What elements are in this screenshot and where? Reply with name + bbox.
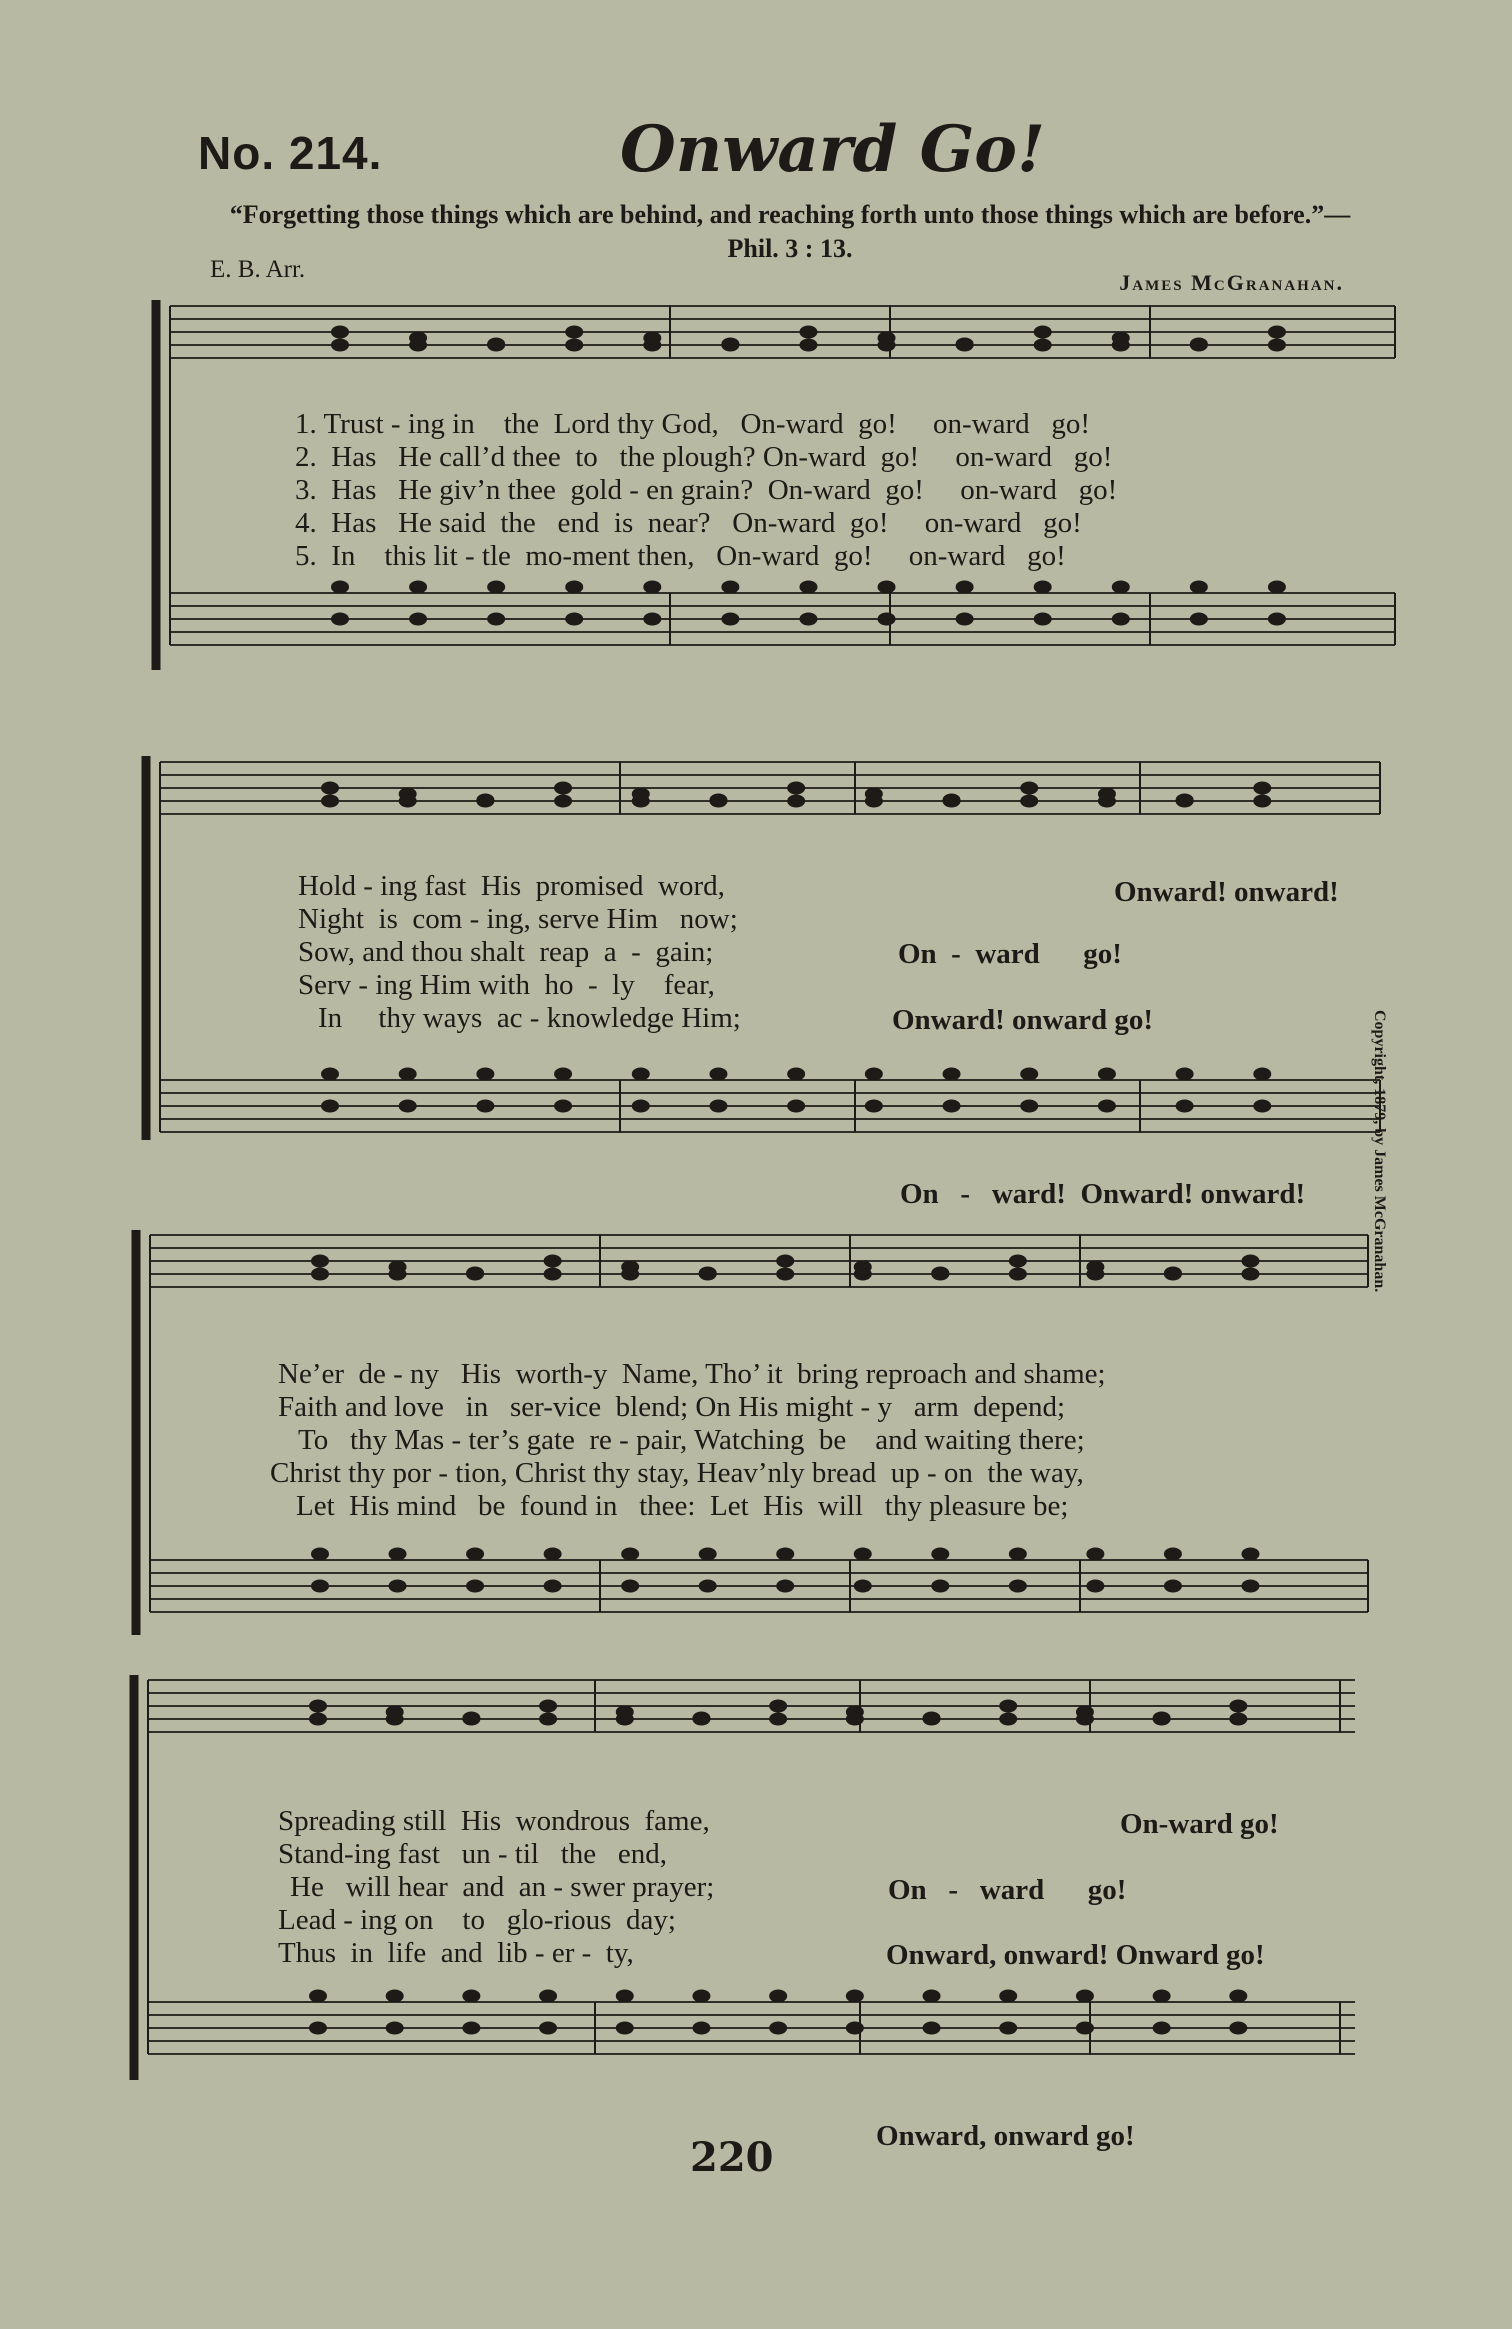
note-head [311, 1580, 329, 1593]
note-head [643, 613, 661, 626]
note-head [565, 339, 583, 352]
refrain-low: Onward, onward! Onward go! [886, 1939, 1265, 1971]
note-head [787, 1100, 805, 1113]
note-head [1268, 613, 1286, 626]
note-head [409, 613, 427, 626]
note-head [565, 581, 583, 594]
note-head [709, 1068, 727, 1081]
note-head [1020, 1100, 1038, 1113]
note-head [487, 581, 505, 594]
note-head [389, 1548, 407, 1561]
note-head [311, 1268, 329, 1281]
note-head [487, 613, 505, 626]
note-head [466, 1268, 484, 1281]
verse-line-3: He will hear and an - swer prayer; [290, 1871, 715, 1903]
note-head [1034, 326, 1052, 339]
note-head [466, 1548, 484, 1561]
note-head [692, 1990, 710, 2003]
note-head [321, 1068, 339, 1081]
note-head [769, 1700, 787, 1713]
note-head [643, 581, 661, 594]
note-head [621, 1548, 639, 1561]
note-head [931, 1580, 949, 1593]
note-head [692, 2022, 710, 2035]
note-head [699, 1268, 717, 1281]
note-head [331, 326, 349, 339]
note-head [476, 1068, 494, 1081]
note-head [632, 1068, 650, 1081]
note-head [544, 1580, 562, 1593]
note-head [878, 613, 896, 626]
note-head [309, 1700, 327, 1713]
note-head [539, 1990, 557, 2003]
refrain-top: On-ward go! [1120, 1808, 1279, 1840]
verse-line-3: 3. Has He giv’n thee gold - en grain? On-ward go! on-ward go! [295, 474, 1118, 506]
note-head [476, 1100, 494, 1113]
note-head [621, 1580, 639, 1593]
note-head [1229, 1990, 1247, 2003]
verse-line-2: Faith and love in ser-vice blend; On His might - y arm depend; [278, 1391, 1066, 1423]
note-head [386, 1713, 404, 1726]
note-head [1268, 339, 1286, 352]
note-head [1190, 581, 1208, 594]
note-head [692, 1713, 710, 1726]
note-head [386, 2022, 404, 2035]
note-head [539, 1713, 557, 1726]
note-head [709, 795, 727, 808]
note-head [769, 1713, 787, 1726]
epigraph: “Forgetting those things which are behind, and reaching forth unto those things which are before.”—Phil. 3 : 13. [229, 200, 1351, 263]
note-head [846, 1713, 864, 1726]
note-head [616, 1713, 634, 1726]
note-head [956, 339, 974, 352]
note-head [776, 1548, 794, 1561]
verse-line-4: Christ thy por - tion, Christ thy stay, Heav’nly bread up - on the way, [270, 1457, 1084, 1489]
note-head [721, 613, 739, 626]
note-head [1164, 1548, 1182, 1561]
note-head [1241, 1580, 1259, 1593]
note-head [1009, 1268, 1027, 1281]
note-head [1176, 1100, 1194, 1113]
note-head [1176, 1068, 1194, 1081]
note-head [931, 1548, 949, 1561]
note-head [1098, 795, 1116, 808]
note-head [321, 1100, 339, 1113]
note-head [1020, 1068, 1038, 1081]
note-head [956, 581, 974, 594]
note-head [699, 1548, 717, 1561]
note-head [539, 2022, 557, 2035]
note-head [787, 795, 805, 808]
note-head [309, 2022, 327, 2035]
note-head [799, 613, 817, 626]
note-head [769, 2022, 787, 2035]
note-head [554, 1100, 572, 1113]
refrain-top: Onward! onward! [1114, 876, 1339, 908]
note-head [943, 1068, 961, 1081]
note-head [787, 782, 805, 795]
note-head [776, 1255, 794, 1268]
hymn-number: No. 214. [198, 127, 383, 179]
note-head [923, 2022, 941, 2035]
note-head [1076, 2022, 1094, 2035]
note-head [854, 1548, 872, 1561]
note-head [1164, 1268, 1182, 1281]
note-head [389, 1580, 407, 1593]
note-head [854, 1580, 872, 1593]
note-head [632, 795, 650, 808]
note-head [1076, 1990, 1094, 2003]
note-head [1034, 581, 1052, 594]
note-head [1253, 795, 1271, 808]
note-head [776, 1268, 794, 1281]
note-head [865, 1068, 883, 1081]
note-head [311, 1255, 329, 1268]
note-head [999, 2022, 1017, 2035]
note-head [616, 1990, 634, 2003]
hymn-title: Onward Go! [620, 112, 1046, 187]
note-head [1241, 1548, 1259, 1561]
note-head [321, 782, 339, 795]
note-head [621, 1268, 639, 1281]
note-head [1020, 795, 1038, 808]
note-head [699, 1580, 717, 1593]
note-head [923, 1713, 941, 1726]
note-head [487, 339, 505, 352]
note-head [776, 1580, 794, 1593]
note-head [943, 795, 961, 808]
note-head [1190, 339, 1208, 352]
note-head [787, 1068, 805, 1081]
note-head [999, 1713, 1017, 1726]
note-head [1176, 795, 1194, 808]
note-head [331, 581, 349, 594]
note-head [389, 1268, 407, 1281]
note-head [1229, 2022, 1247, 2035]
note-head [1009, 1255, 1027, 1268]
note-head [1086, 1580, 1104, 1593]
note-head [544, 1255, 562, 1268]
note-head [1112, 613, 1130, 626]
note-head [462, 2022, 480, 2035]
note-head [999, 1700, 1017, 1713]
verse-line-1: Hold - ing fast His promised word, [298, 870, 725, 902]
composer: James McGranahan. [1119, 270, 1344, 295]
note-head [462, 1713, 480, 1726]
note-head [1241, 1255, 1259, 1268]
note-head [1164, 1580, 1182, 1593]
note-head [1153, 1713, 1171, 1726]
verse-line-1: 1. Trust - ing in the Lord thy God, On-ward go! on-ward go! [295, 408, 1091, 440]
note-head [865, 1100, 883, 1113]
note-head [999, 1990, 1017, 2003]
refrain-low: Onward! onward go! [892, 1004, 1154, 1036]
note-head [331, 613, 349, 626]
note-head [1253, 1100, 1271, 1113]
note-head [399, 795, 417, 808]
note-head [1086, 1268, 1104, 1281]
verse-line-3: To thy Mas - ter’s gate re - pair, Watching be and waiting there; [298, 1424, 1085, 1456]
page-number: 220 [690, 2134, 774, 2181]
note-head [865, 795, 883, 808]
verse-line-5: Let His mind be found in thee: Let His will thy pleasure be; [296, 1490, 1069, 1522]
note-head [1020, 782, 1038, 795]
note-head [399, 1100, 417, 1113]
note-head [1034, 613, 1052, 626]
note-head [386, 1990, 404, 2003]
note-head [1241, 1268, 1259, 1281]
note-head [878, 581, 896, 594]
refrain-mid: On - ward go! [898, 938, 1122, 970]
note-head [799, 339, 817, 352]
note-head [539, 1700, 557, 1713]
verse-line-2: Stand-ing fast un - til the end, [278, 1838, 668, 1870]
note-head [544, 1268, 562, 1281]
note-head [331, 339, 349, 352]
note-head [476, 795, 494, 808]
note-head [1034, 339, 1052, 352]
note-head [565, 326, 583, 339]
note-head [1098, 1068, 1116, 1081]
refrain-mid: On - ward go! [888, 1874, 1127, 1906]
note-head [399, 1068, 417, 1081]
note-head [1268, 326, 1286, 339]
note-head [1229, 1713, 1247, 1726]
note-head [311, 1548, 329, 1561]
note-head [554, 795, 572, 808]
verse-line-5: Thus in life and lib - er - ty, [278, 1937, 634, 1969]
verse-line-4: 4. Has He said the end is near? On-ward go! on-ward go! [295, 507, 1082, 539]
note-head [462, 1990, 480, 2003]
verse-line-4: Serv - ing Him with ho - ly fear, [298, 969, 715, 1001]
verse-line-3: Sow, and thou shalt reap a - gain; [298, 936, 714, 968]
note-head [1009, 1580, 1027, 1593]
verse-line-2: 2. Has He call’d thee to the plough? On-ward go! on-ward go! [295, 441, 1113, 473]
verse-line-4: Lead - ing on to glo-rious day; [278, 1904, 676, 1936]
note-head [466, 1580, 484, 1593]
note-head [769, 1990, 787, 2003]
note-head [1253, 1068, 1271, 1081]
note-head [544, 1548, 562, 1561]
note-head [956, 613, 974, 626]
note-head [943, 1100, 961, 1113]
note-head [878, 339, 896, 352]
arranger: E. B. Arr. [210, 256, 306, 283]
note-head [1253, 782, 1271, 795]
copyright-notice: Copyright, 1879, by James McGranahan. [1371, 1010, 1388, 1293]
note-head [309, 1713, 327, 1726]
note-head [1076, 1713, 1094, 1726]
verse-line-5: In thy ways ac - knowledge Him; [318, 1002, 741, 1034]
note-head [1098, 1100, 1116, 1113]
note-head [1086, 1548, 1104, 1561]
note-head [799, 326, 817, 339]
note-head [931, 1268, 949, 1281]
note-head [799, 581, 817, 594]
note-head [1268, 581, 1286, 594]
note-head [1112, 339, 1130, 352]
note-head [643, 339, 661, 352]
bass-echo: Onward, onward go! [876, 2120, 1135, 2152]
note-head [409, 581, 427, 594]
note-head [632, 1100, 650, 1113]
bass-echo: On - ward! Onward! onward! [900, 1178, 1306, 1210]
verse-line-2: Night is com - ing, serve Him now; [298, 903, 738, 935]
note-head [846, 2022, 864, 2035]
note-head [616, 2022, 634, 2035]
note-head [1009, 1548, 1027, 1561]
note-head [321, 795, 339, 808]
note-head [1229, 1700, 1247, 1713]
note-head [1112, 581, 1130, 594]
note-head [554, 1068, 572, 1081]
note-head [1190, 613, 1208, 626]
note-head [309, 1990, 327, 2003]
note-head [721, 581, 739, 594]
note-head [1153, 2022, 1171, 2035]
note-head [721, 339, 739, 352]
note-head [854, 1268, 872, 1281]
note-head [846, 1990, 864, 2003]
verse-line-1: Ne’er de - ny His worth-y Name, Tho’ it bring reproach and shame; [278, 1358, 1106, 1390]
note-head [1153, 1990, 1171, 2003]
note-head [709, 1100, 727, 1113]
note-head [923, 1990, 941, 2003]
verse-line-5: 5. In this lit - tle mo-ment then, On-ward go! on-ward go! [295, 540, 1066, 572]
note-head [554, 782, 572, 795]
note-head [409, 339, 427, 352]
note-head [565, 613, 583, 626]
verse-line-1: Spreading still His wondrous fame, [278, 1805, 710, 1837]
